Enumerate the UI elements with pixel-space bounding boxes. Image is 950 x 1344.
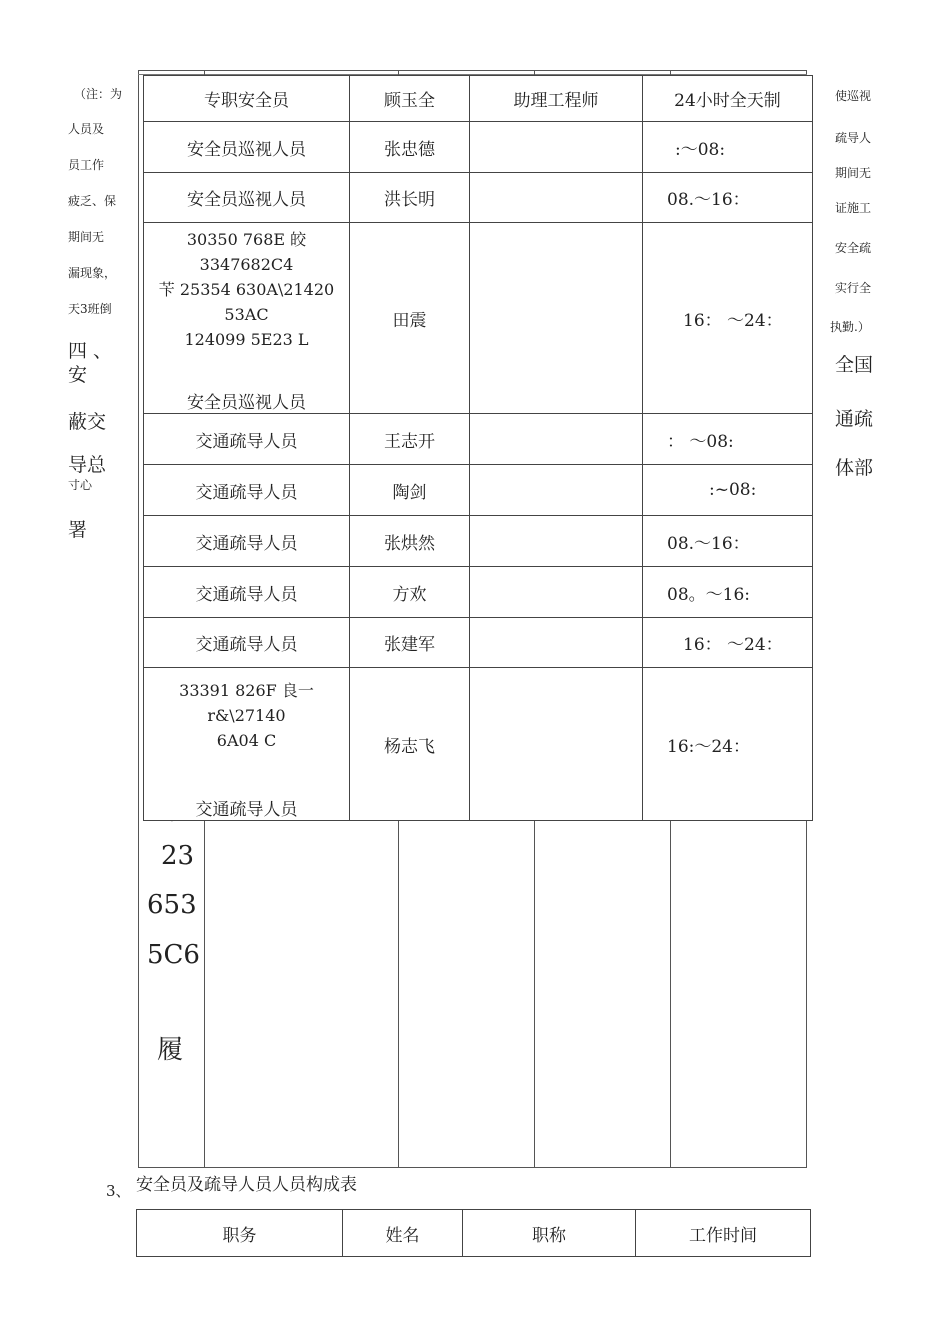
time-cell: 24小时全天制 [643, 76, 813, 122]
left-note-line: 天3班倒 [68, 302, 112, 316]
background-fragment: 5C6 [147, 940, 200, 970]
title-cell [470, 122, 643, 173]
position-cell: 交通疏导人员 [144, 414, 350, 465]
header-name: 姓名 [343, 1210, 463, 1257]
name-cell: 张建军 [350, 618, 470, 668]
right-heading-line: 通疏 [835, 408, 874, 430]
time-cell: 08.〜16： [643, 173, 813, 223]
title-cell [470, 668, 643, 821]
table-row [144, 223, 813, 414]
time-cell: 08。〜16: [643, 567, 813, 618]
garbled-code-line: 6A04 C [216, 731, 277, 750]
left-heading-line: 署 [68, 519, 88, 541]
name-cell: 方欢 [350, 567, 470, 618]
section-number: 3、 [106, 1182, 131, 1200]
title-cell [470, 516, 643, 567]
table-row [144, 668, 813, 821]
left-note-line: 疲乏、保 [68, 194, 117, 208]
position-cell [144, 668, 350, 821]
name-cell: 顾玉全 [350, 76, 470, 122]
staff-schedule-table [143, 75, 813, 821]
right-note-line: 使巡视 [835, 89, 872, 103]
title-cell [470, 618, 643, 668]
title-cell [470, 567, 643, 618]
position-cell: 专职安全员 [144, 76, 350, 122]
position-cell: 交通疏导人员 [144, 465, 350, 516]
name-cell: 张烘然 [350, 516, 470, 567]
background-fragment: 履 [157, 1035, 184, 1065]
right-note-line: 疏导人 [835, 131, 872, 145]
left-note-line: 人员及 [68, 122, 105, 136]
title-cell [470, 414, 643, 465]
title-cell [470, 465, 643, 516]
position-cell: 交通疏导人员 [144, 567, 350, 618]
right-note-line: 证施工 [835, 201, 872, 215]
table-row [144, 465, 813, 516]
header-position: 职务 [137, 1210, 343, 1257]
right-note-line: 实行全 [835, 281, 872, 295]
name-cell: 陶剑 [350, 465, 470, 516]
time-cell: 16： 〜24： [643, 223, 813, 414]
background-fragment: 653 [147, 890, 197, 920]
right-heading-line: 全国 [835, 354, 874, 376]
right-note-line: 期间无 [835, 166, 872, 180]
garbled-code-line: 苄 25354 630A\21420 [158, 280, 335, 299]
garbled-code-line: 124099 5E23 L [184, 330, 309, 349]
title-cell [470, 223, 643, 414]
right-note-line: 安全疏 [835, 241, 872, 255]
name-cell: 张忠德 [350, 122, 470, 173]
right-note-line: 执勤.） [830, 320, 870, 334]
left-heading-line: 导总 [68, 454, 107, 476]
time-cell: :〜08: [643, 122, 813, 173]
composition-table [136, 1209, 811, 1257]
table-row [144, 173, 813, 223]
time-cell: 08.〜16： [643, 516, 813, 567]
title-cell: 助理工程师 [470, 76, 643, 122]
background-fragment: 23 [161, 841, 195, 871]
position-cell: 安全员巡视人员 [144, 173, 350, 223]
table-row [144, 516, 813, 567]
name-cell: 杨志飞 [350, 668, 470, 821]
position-label: 安全员巡视人员 [187, 393, 306, 413]
table-header-row [137, 1210, 811, 1257]
section-heading: 安全员及疏导人员人员构成表 [136, 1175, 357, 1195]
table-row [144, 122, 813, 173]
table-row [144, 618, 813, 668]
position-label: 交通疏导人员 [195, 800, 298, 820]
time-cell: ： 〜08: [643, 414, 813, 465]
left-note-line: 漏现象， [68, 266, 117, 280]
table-row [144, 567, 813, 618]
left-note-line: （注：为 [74, 87, 123, 101]
table-row [144, 414, 813, 465]
time-cell: :~08: [643, 465, 813, 516]
position-cell [144, 223, 350, 414]
table-row [144, 76, 813, 122]
left-heading-line: 寸心 [68, 478, 93, 492]
garbled-code-line: 33391 826F 良一 r&\27140 [179, 681, 314, 725]
time-cell: 16:〜24： [643, 668, 813, 821]
position-cell: 安全员巡视人员 [144, 122, 350, 173]
position-cell: 交通疏导人员 [144, 618, 350, 668]
name-cell: 王志开 [350, 414, 470, 465]
name-cell: 洪长明 [350, 173, 470, 223]
left-note-line: 员工作 [68, 158, 105, 172]
header-work-time: 工作时间 [636, 1210, 811, 1257]
left-heading-line: 四 、 [68, 340, 113, 362]
header-title: 职称 [463, 1210, 636, 1257]
garbled-code-line: 53AC [224, 305, 269, 324]
position-cell: 交通疏导人员 [144, 516, 350, 567]
right-heading-line: 体部 [835, 457, 874, 479]
title-cell [470, 173, 643, 223]
time-cell: 16： 〜24： [643, 618, 813, 668]
left-note-line: 期间无 [68, 230, 105, 244]
garbled-code-line: 30350 768E 皎 3347682C4 [186, 230, 307, 274]
name-cell: 田震 [350, 223, 470, 414]
left-heading-line: 安 [68, 364, 88, 386]
left-heading-line: 蔽交 [68, 411, 107, 433]
